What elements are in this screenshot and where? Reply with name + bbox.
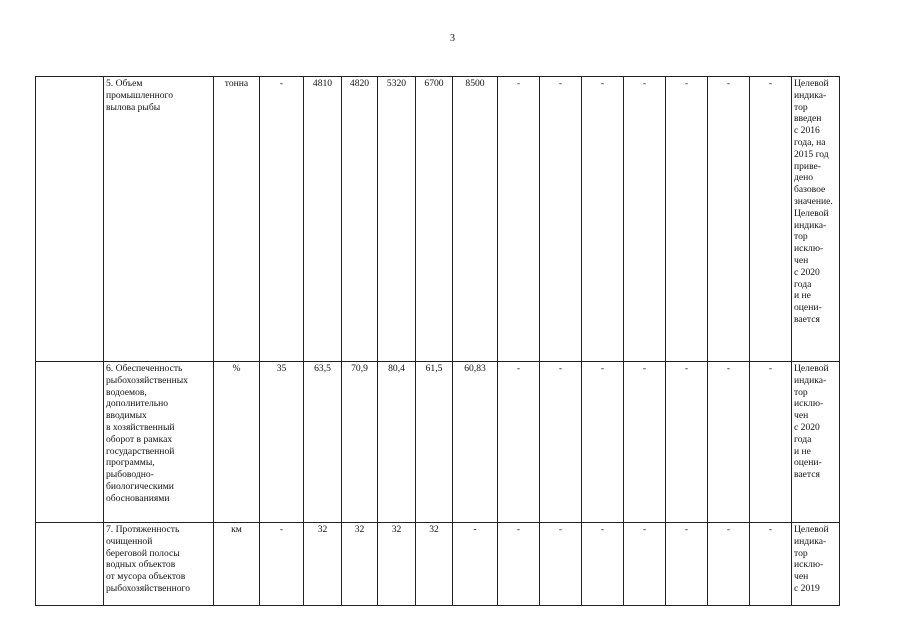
indicator-name-line: оборот в рамках <box>106 433 173 445</box>
value-cell: 61,5 <box>416 362 453 523</box>
table-row <box>36 362 840 523</box>
note-line: тор <box>794 386 808 398</box>
indicator-name-line: 6. Обеспеченность <box>106 363 183 374</box>
indicator-name-line: водоемов, <box>106 386 147 398</box>
note-line: индика- <box>794 219 827 231</box>
note-line: года <box>794 278 812 290</box>
value-cell: - <box>624 523 666 606</box>
note-line: тор <box>794 231 808 243</box>
note-line: 2015 год <box>794 148 829 160</box>
indicator-name-line: дополнительно <box>106 398 169 410</box>
note-line: вается <box>794 469 820 481</box>
value-cell: 32 <box>378 523 416 606</box>
value-cell: - <box>540 362 582 523</box>
note-line: вается <box>794 313 820 325</box>
value-cell: 32 <box>304 523 342 606</box>
unit-cell: км <box>214 523 260 606</box>
note-line: приве- <box>794 160 821 172</box>
indicator-name-line: рыбохозяйственных <box>106 374 188 386</box>
note-line: чен <box>794 571 809 583</box>
page-number: 3 <box>450 33 455 44</box>
note-line: введен <box>794 113 822 125</box>
value-cell: - <box>666 362 708 523</box>
value-cell: - <box>260 77 304 362</box>
note-line: исклю- <box>794 243 824 255</box>
indicator-name-line: 5. Объем <box>106 78 143 89</box>
value-cell: 35 <box>260 362 304 523</box>
value-cell: - <box>498 523 540 606</box>
table-row <box>36 77 840 362</box>
indicator-name-line: государственной <box>106 445 175 457</box>
note-line: оцени- <box>794 302 822 314</box>
note-line: чен <box>794 410 809 422</box>
empty-cell <box>36 362 104 523</box>
value-cell: 70,9 <box>342 362 378 523</box>
value-cell: - <box>260 523 304 606</box>
indicator-name-line: биологическими <box>106 480 174 492</box>
unit-cell: % <box>214 362 260 523</box>
note-line: Целевой <box>794 363 829 374</box>
value-cell: - <box>453 523 498 606</box>
note-line: Целевой <box>794 78 829 89</box>
note-line: года <box>794 433 812 445</box>
indicator-name-line: 7. Протяженность <box>106 524 180 535</box>
value-cell: - <box>708 77 750 362</box>
value-cell: 32 <box>342 523 378 606</box>
note-line: с 2020 <box>794 266 820 278</box>
note-line: значение. <box>794 195 833 207</box>
unit-cell: тонна <box>214 77 260 362</box>
value-cell: - <box>666 523 708 606</box>
note-line: Целевой <box>794 524 829 535</box>
value-cell: 80,4 <box>378 362 416 523</box>
value-cell: - <box>582 362 624 523</box>
note-line: оцени- <box>794 457 822 469</box>
value-cell: - <box>498 362 540 523</box>
note-cell <box>792 77 840 362</box>
indicator-name-cell <box>104 77 214 362</box>
value-cell: 4820 <box>342 77 378 362</box>
indicator-name-line: вводимых <box>106 410 147 422</box>
note-line: чен <box>794 254 809 266</box>
note-line: исклю- <box>794 559 824 571</box>
note-line: базовое <box>794 184 826 196</box>
indicator-name-line: программы, <box>106 457 155 469</box>
note-line: с 2016 <box>794 125 820 137</box>
indicators-table <box>35 76 840 606</box>
table-row <box>36 523 840 606</box>
value-cell: - <box>540 523 582 606</box>
value-cell: - <box>624 362 666 523</box>
note-line: года, на <box>794 136 826 148</box>
value-cell: 60,83 <box>453 362 498 523</box>
note-line: тор <box>794 547 808 559</box>
value-cell: 4810 <box>304 77 342 362</box>
indicator-name-line: от мусора объектов <box>106 571 186 583</box>
note-line: индика- <box>794 89 827 101</box>
note-line: Целевой <box>794 207 829 219</box>
note-line: и не <box>794 290 811 302</box>
value-cell: 5320 <box>378 77 416 362</box>
value-cell: - <box>582 523 624 606</box>
indicator-name-line: обоснованиями <box>106 492 170 504</box>
value-cell: 32 <box>416 523 453 606</box>
note-line: тор <box>794 101 808 113</box>
value-cell: - <box>750 362 792 523</box>
value-cell: - <box>624 77 666 362</box>
value-cell: 8500 <box>453 77 498 362</box>
indicator-name-line: вылова рыбы <box>106 101 161 113</box>
indicator-name-line: рыбоводно- <box>106 469 154 481</box>
value-cell: - <box>498 77 540 362</box>
value-cell: 63,5 <box>304 362 342 523</box>
indicator-name-line: водных объектов <box>106 559 176 571</box>
empty-cell <box>36 523 104 606</box>
note-line: исклю- <box>794 398 824 410</box>
value-cell: - <box>708 362 750 523</box>
value-cell: - <box>750 523 792 606</box>
value-cell: - <box>582 77 624 362</box>
note-line: индика- <box>794 374 827 386</box>
indicator-name-line: береговой полосы <box>106 547 180 559</box>
value-cell: - <box>708 523 750 606</box>
empty-cell <box>36 77 104 362</box>
indicator-name-line: рыбохозяйственного <box>106 582 190 594</box>
indicator-name-cell <box>104 523 214 606</box>
value-cell: - <box>750 77 792 362</box>
note-line: с 2019 <box>794 582 820 594</box>
note-line: и не <box>794 445 811 457</box>
indicator-name-line: очищенной <box>106 535 153 547</box>
value-cell: 6700 <box>416 77 453 362</box>
note-line: с 2020 <box>794 421 820 433</box>
note-line: дено <box>794 172 814 184</box>
value-cell: - <box>666 77 708 362</box>
indicator-name-line: промышленного <box>106 89 174 101</box>
note-cell <box>792 362 840 523</box>
value-cell: - <box>540 77 582 362</box>
indicator-name-cell <box>104 362 214 523</box>
indicator-name-line: в хозяйственный <box>106 421 175 433</box>
note-cell <box>792 523 840 606</box>
note-line: индика- <box>794 535 827 547</box>
